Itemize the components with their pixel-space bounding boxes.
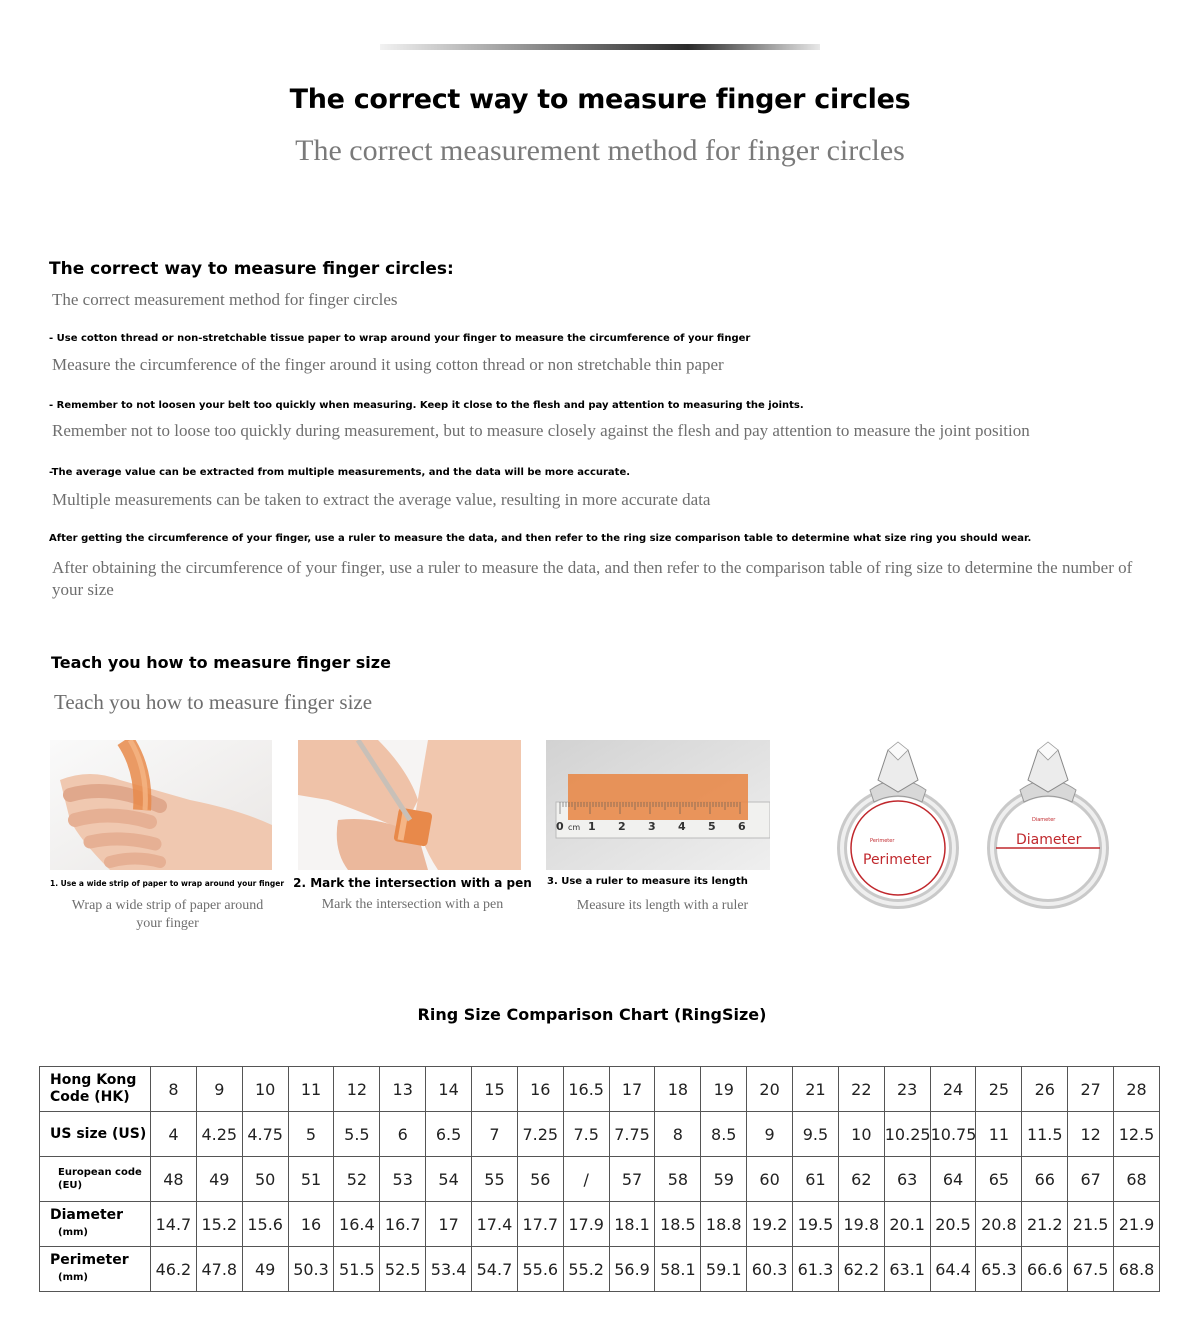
table-cell-hk: 26 [1022, 1067, 1068, 1112]
ruler-label-0: 0 [556, 820, 564, 833]
table-row-diameter [40, 1202, 1160, 1247]
table-cell-eu: 66 [1022, 1157, 1068, 1202]
tip-3-text: -The average value can be extracted from multiple measurements, and the data will be more accurate. [49, 467, 631, 478]
table-cell-diameter: 20.8 [976, 1202, 1022, 1247]
tip-1-sub: Measure the circumference of the finger around it using cotton thread or non stretchable thin paper [52, 355, 724, 374]
row-header-perimeter: Perimeter (mm) [40, 1247, 151, 1292]
table-cell-diameter: 19.8 [838, 1202, 884, 1247]
table-row-hk [40, 1067, 1160, 1112]
table-cell-diameter: 17 [426, 1202, 472, 1247]
table-cell-diameter: 19.2 [747, 1202, 793, 1247]
table-cell-eu: 68 [1114, 1157, 1160, 1202]
table-cell-diameter: 18.8 [701, 1202, 747, 1247]
table-cell-us: 5.5 [334, 1112, 380, 1157]
tip-4-sub: After obtaining the circumference of your finger, use a ruler to measure the data, and then refer to the comparison table of ring size to determine the number of your size [52, 558, 1133, 599]
table-cell-us: 7.75 [609, 1112, 655, 1157]
table-cell-us: 7 [472, 1112, 518, 1157]
ruler-label-4: 4 [678, 820, 686, 833]
ruler-label-2: 2 [618, 820, 626, 833]
tip-2-text: - Remember to not loosen your belt too quickly when measuring. Keep it close to the flesh and pay attention to measuring the joints. [49, 400, 804, 411]
table-cell-us: 11 [976, 1112, 1022, 1157]
table-cell-hk: 11 [288, 1067, 334, 1112]
row-header-eu: European code (EU) [40, 1157, 151, 1202]
table-cell-diameter: 20.1 [884, 1202, 930, 1247]
table-cell-eu: 61 [793, 1157, 839, 1202]
table-cell-eu: 53 [380, 1157, 426, 1202]
table-cell-perimeter: 53.4 [426, 1247, 472, 1292]
table-cell-hk: 28 [1114, 1067, 1160, 1112]
table-cell-eu: 67 [1068, 1157, 1114, 1202]
diameter-big-label: Diameter [1016, 832, 1082, 848]
table-cell-us: 10.25 [884, 1112, 930, 1157]
table-cell-diameter: 16.7 [380, 1202, 426, 1247]
table-cell-us: 7.5 [563, 1112, 609, 1157]
table-cell-us: 11.5 [1022, 1112, 1068, 1157]
step-3-sub: Measure its length with a ruler [576, 898, 749, 913]
step-1-photo [50, 740, 272, 870]
table-cell-perimeter: 61.3 [793, 1247, 839, 1292]
table-cell-hk: 19 [701, 1067, 747, 1112]
tip-1-text: - Use cotton thread or non-stretchable tissue paper to wrap around your finger to measure the circumference of your finger [49, 333, 751, 344]
table-cell-diameter: 15.2 [196, 1202, 242, 1247]
table-cell-perimeter: 64.4 [930, 1247, 976, 1292]
table-cell-diameter: 21.9 [1114, 1202, 1160, 1247]
table-cell-diameter: 19.5 [793, 1202, 839, 1247]
table-cell-hk: 14 [426, 1067, 472, 1112]
table-cell-diameter: 14.7 [151, 1202, 197, 1247]
diameter-small-label: Diameter [1032, 817, 1056, 823]
section2-heading: Teach you how to measure finger size [51, 653, 391, 672]
chart-title: Ring Size Comparison Chart (RingSize) [417, 1005, 767, 1024]
table-row-perimeter [40, 1247, 1160, 1292]
table-cell-eu: 65 [976, 1157, 1022, 1202]
ruler-label-5: 5 [708, 820, 716, 833]
table-cell-hk: 25 [976, 1067, 1022, 1112]
table-cell-perimeter: 55.2 [563, 1247, 609, 1292]
top-divider [380, 44, 820, 50]
table-cell-diameter: 17.7 [517, 1202, 563, 1247]
table-cell-us: 4.25 [196, 1112, 242, 1157]
tip-2-sub: Remember not to loose too quickly during measurement, but to measure closely against the flesh and pay attention to measure the joint position [52, 421, 1030, 440]
perimeter-big-label: Perimeter [863, 852, 932, 868]
table-cell-us: 9 [747, 1112, 793, 1157]
table-cell-eu: 62 [838, 1157, 884, 1202]
step-2-sub: Mark the intersection with a pen [321, 897, 504, 912]
table-cell-eu: / [563, 1157, 609, 1202]
step-2-label: 2. Mark the intersection with a pen [293, 876, 532, 890]
table-cell-eu: 58 [655, 1157, 701, 1202]
table-cell-perimeter: 56.9 [609, 1247, 655, 1292]
perimeter-ring [842, 742, 954, 904]
table-cell-perimeter: 62.2 [838, 1247, 884, 1292]
table-cell-eu: 54 [426, 1157, 472, 1202]
table-cell-eu: 50 [242, 1157, 288, 1202]
row-header-hk: Hong Kong Code (HK) [40, 1067, 151, 1112]
table-cell-perimeter: 65.3 [976, 1247, 1022, 1292]
table-cell-hk: 20 [747, 1067, 793, 1112]
table-cell-diameter: 21.5 [1068, 1202, 1114, 1247]
table-cell-perimeter: 59.1 [701, 1247, 747, 1292]
table-cell-diameter: 16.4 [334, 1202, 380, 1247]
table-cell-perimeter: 67.5 [1068, 1247, 1114, 1292]
table-cell-eu: 55 [472, 1157, 518, 1202]
table-cell-hk: 21 [793, 1067, 839, 1112]
section1-heading-sub: The correct measurement method for finger circles [52, 290, 398, 309]
ring-size-illustration [830, 740, 1120, 915]
table-cell-us: 12.5 [1114, 1112, 1160, 1157]
ruler-label-6: 6 [738, 820, 746, 833]
table-cell-eu: 52 [334, 1157, 380, 1202]
table-cell-eu: 56 [517, 1157, 563, 1202]
table-cell-eu: 57 [609, 1157, 655, 1202]
table-cell-perimeter: 68.8 [1114, 1247, 1160, 1292]
table-cell-eu: 48 [151, 1157, 197, 1202]
table-cell-perimeter: 60.3 [747, 1247, 793, 1292]
table-cell-us: 9.5 [793, 1112, 839, 1157]
table-cell-diameter: 15.6 [242, 1202, 288, 1247]
table-row-eu [40, 1157, 1160, 1202]
table-cell-perimeter: 66.6 [1022, 1247, 1068, 1292]
row-header-diameter: Diameter (mm) [40, 1202, 151, 1247]
table-cell-us: 12 [1068, 1112, 1114, 1157]
tip-4-text: After getting the circumference of your finger, use a ruler to measure the data, and then refer to the ring size comparison table to determine what size ring you should wear. [49, 533, 1032, 544]
table-cell-perimeter: 58.1 [655, 1247, 701, 1292]
table-cell-eu: 51 [288, 1157, 334, 1202]
table-cell-diameter: 17.4 [472, 1202, 518, 1247]
table-cell-us: 10.75 [930, 1112, 976, 1157]
table-cell-eu: 64 [930, 1157, 976, 1202]
ruler-label-cm: cm [568, 823, 581, 832]
section1-heading: The correct way to measure finger circles: [49, 259, 454, 279]
table-cell-diameter: 20.5 [930, 1202, 976, 1247]
table-cell-us: 4.75 [242, 1112, 288, 1157]
table-cell-perimeter: 46.2 [151, 1247, 197, 1292]
table-cell-hk: 9 [196, 1067, 242, 1112]
table-cell-us: 10 [838, 1112, 884, 1157]
table-cell-us: 8.5 [701, 1112, 747, 1157]
page-subtitle: The correct measurement method for finger circles [295, 134, 905, 167]
table-cell-hk: 17 [609, 1067, 655, 1112]
table-cell-hk: 13 [380, 1067, 426, 1112]
table-cell-eu: 59 [701, 1157, 747, 1202]
table-cell-diameter: 18.5 [655, 1202, 701, 1247]
section2-heading-sub: Teach you how to measure finger size [54, 690, 373, 714]
table-cell-hk: 18 [655, 1067, 701, 1112]
table-cell-perimeter: 49 [242, 1247, 288, 1292]
table-cell-us: 7.25 [517, 1112, 563, 1157]
table-cell-perimeter: 54.7 [472, 1247, 518, 1292]
diameter-ring [992, 742, 1104, 904]
step-3-label: 3. Use a ruler to measure its length [547, 876, 748, 887]
ruler-label-1: 1 [588, 820, 596, 833]
table-cell-us: 8 [655, 1112, 701, 1157]
step-2-photo [298, 740, 521, 870]
table-cell-us: 6.5 [426, 1112, 472, 1157]
table-cell-diameter: 21.2 [1022, 1202, 1068, 1247]
step-1-label: 1. Use a wide strip of paper to wrap around your finger [50, 879, 285, 888]
page-title: The correct way to measure finger circles [289, 84, 911, 115]
table-cell-perimeter: 50.3 [288, 1247, 334, 1292]
table-cell-hk: 27 [1068, 1067, 1114, 1112]
ruler-label-3: 3 [648, 820, 656, 833]
table-cell-hk: 10 [242, 1067, 288, 1112]
table-row-us [40, 1112, 1160, 1157]
table-cell-perimeter: 63.1 [884, 1247, 930, 1292]
table-cell-eu: 49 [196, 1157, 242, 1202]
tip-3-sub: Multiple measurements can be taken to extract the average value, resulting in more accurate data [52, 490, 711, 509]
table-cell-hk: 16.5 [563, 1067, 609, 1112]
table-cell-diameter: 18.1 [609, 1202, 655, 1247]
table-cell-diameter: 16 [288, 1202, 334, 1247]
table-cell-hk: 22 [838, 1067, 884, 1112]
ring-size-table [39, 1066, 1160, 1292]
table-cell-us: 4 [151, 1112, 197, 1157]
table-cell-hk: 15 [472, 1067, 518, 1112]
table-cell-diameter: 17.9 [563, 1202, 609, 1247]
row-header-us: US size (US) [40, 1112, 151, 1157]
perimeter-small-label: Perimeter [870, 838, 895, 844]
table-cell-hk: 12 [334, 1067, 380, 1112]
table-cell-perimeter: 55.6 [517, 1247, 563, 1292]
table-cell-eu: 63 [884, 1157, 930, 1202]
table-cell-us: 5 [288, 1112, 334, 1157]
table-cell-hk: 24 [930, 1067, 976, 1112]
table-cell-us: 6 [380, 1112, 426, 1157]
table-cell-eu: 60 [747, 1157, 793, 1202]
table-cell-perimeter: 51.5 [334, 1247, 380, 1292]
table-cell-perimeter: 52.5 [380, 1247, 426, 1292]
table-cell-hk: 16 [517, 1067, 563, 1112]
table-cell-hk: 23 [884, 1067, 930, 1112]
table-cell-perimeter: 47.8 [196, 1247, 242, 1292]
step-3-photo [546, 740, 770, 870]
step-1-sub: Wrap a wide strip of paper around your finger [71, 898, 264, 931]
table-cell-hk: 8 [151, 1067, 197, 1112]
